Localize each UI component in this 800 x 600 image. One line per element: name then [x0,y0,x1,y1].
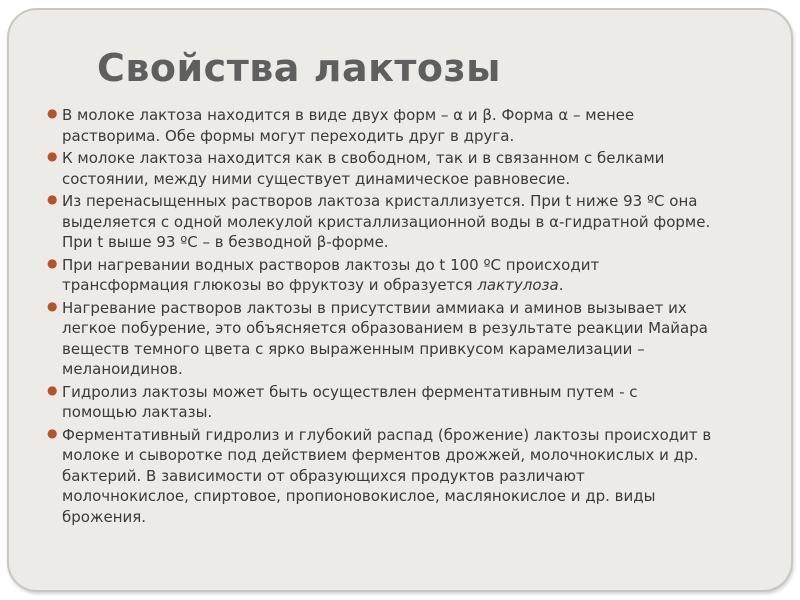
bullet-dot-icon: ● [47,425,58,440]
bullet-dot-icon: ● [47,382,58,397]
bullet-line: веществ темного цвета с ярко выраженным привкусом карамелизации – [62,339,645,358]
bullet-line: молоке и сыворотке под действием ферментов дрожжей, молочнокислых и др. [62,446,699,464]
bullet-item-states [46,148,786,189]
bullet-line-text: . [558,276,564,294]
bullet-line: брожения. [62,507,147,526]
bullet-list [46,105,786,529]
bullet-line: молочнокислое, спиртовое, пропионовокислое, маслянокислое и др. виды [62,487,656,505]
bullet-line: Гидролиз лактозы может быть осуществлен ферментативным путем - с [62,382,638,401]
bullet-line-text: трансформация глюкозы во фруктозу и образуется [62,276,478,294]
bullet-dot-icon: ● [47,255,58,270]
bullet-line: меланоидинов. [62,360,183,378]
bullet-item-crystallization [46,191,786,253]
bullet-line: легкое побурение, это объясняется образованием в результате реакции Майара [62,319,708,337]
bullet-line: помощью лактазы. [62,403,213,421]
bullet-item-fermentation [46,425,786,528]
slide-card [7,8,793,592]
bullet-line: К молоке лактоза находится как в свободном, так и в связанном с белками [62,149,665,167]
bullet-line: выделяется с одной молекулой кристаллизационной воды в α-гидратной форме. [62,212,711,231]
bullet-line: Ферментативный гидролиз и глубокий распад (брожение) лактозы происходит в [62,425,712,444]
bullet-line: растворима. Обе формы могут переходить друг в друга. [62,126,515,145]
bullet-dot-icon: ● [47,149,58,163]
bullet-line: состоянии, между ними существует динамическое равновесие. [62,169,571,188]
bullet-item-hydrolysis [46,382,786,423]
bullet-line: При t выше 93 ºС – в безводной β-форме. [62,233,389,251]
bullet-dot-icon: ● [47,192,58,206]
bullet-line: Из перенасыщенных растворов лактоза кристаллизуется. При t ниже 93 ºС она [62,192,698,210]
bullet-item-forms [46,105,786,146]
slide-title: Свойства лактозы [97,46,501,90]
bullet-dot-icon: ● [47,298,58,313]
bullet-line [62,275,786,296]
emphasis-lactulose: лактулоза [477,276,559,294]
bullet-line: При нагревании водных растворов лактозы до t 100 ºС происходит [62,255,600,274]
bullet-line: Нагревание растворов лактозы в присутствии аммиака и аминов вызывает их [62,298,687,317]
bullet-item-maillard [46,298,786,380]
bullet-line: бактерий. В зависимости от образующихся продуктов различают [62,466,585,485]
bullet-dot-icon: ● [47,106,58,120]
bullet-line: В молоке лактоза находится в виде двух форм – α и β. Форма α – менее [62,106,635,124]
bullet-item-heating [46,255,786,296]
